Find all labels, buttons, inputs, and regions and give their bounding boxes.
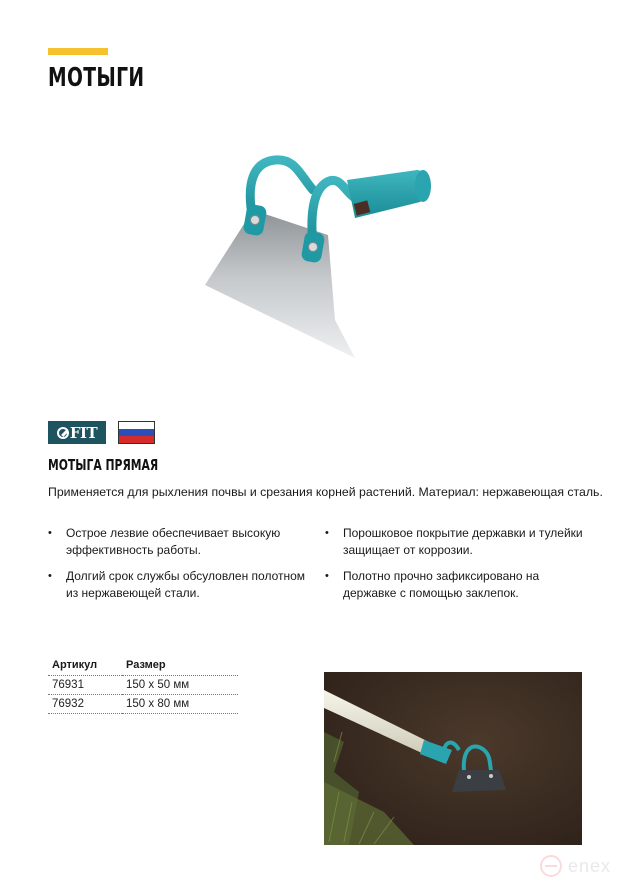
table-row <box>48 695 238 714</box>
fit-brand-logo: FIT <box>48 421 106 444</box>
product-description: Применяется для рыхления почвы и срезания корней растений. Материал: нержавеющая сталь. <box>48 485 603 499</box>
table-header-row <box>48 657 238 676</box>
title-accent-bar <box>48 48 108 55</box>
size-cell: 150 x 80 мм <box>122 695 238 714</box>
feature-item: • Порошковое покрытие державки и тулейки защищает от коррозии. <box>325 525 590 559</box>
usage-photo-hoe-in-soil <box>324 672 582 845</box>
brand-zero-icon <box>57 427 69 439</box>
feature-list-right <box>325 525 590 611</box>
column-header-size: Размер <box>122 657 238 676</box>
page-title: МОТЫГИ <box>48 63 145 93</box>
russia-flag-icon <box>118 421 155 444</box>
article-cell: 76932 <box>48 695 122 714</box>
column-header-article: Артикул <box>48 657 122 676</box>
feature-item: • Долгий срок службы обсуловлен полотном из нержавеющей стали. <box>48 568 313 602</box>
size-cell: 150 x 50 мм <box>122 676 238 695</box>
table-row <box>48 676 238 695</box>
enex-logo-icon <box>540 855 562 877</box>
article-cell: 76931 <box>48 676 122 695</box>
feature-item: • Острое лезвие обеспечивает высокую эффективность работы. <box>48 525 313 559</box>
enex-watermark: enex <box>540 855 611 877</box>
feature-list-left <box>48 525 313 611</box>
product-image-hoe <box>195 120 465 370</box>
spec-table <box>48 657 238 714</box>
feature-item: • Полотно прочно зафиксировано на державке с помощью заклепок. <box>325 568 590 602</box>
product-title: МОТЫГА ПРЯМАЯ <box>48 456 159 474</box>
